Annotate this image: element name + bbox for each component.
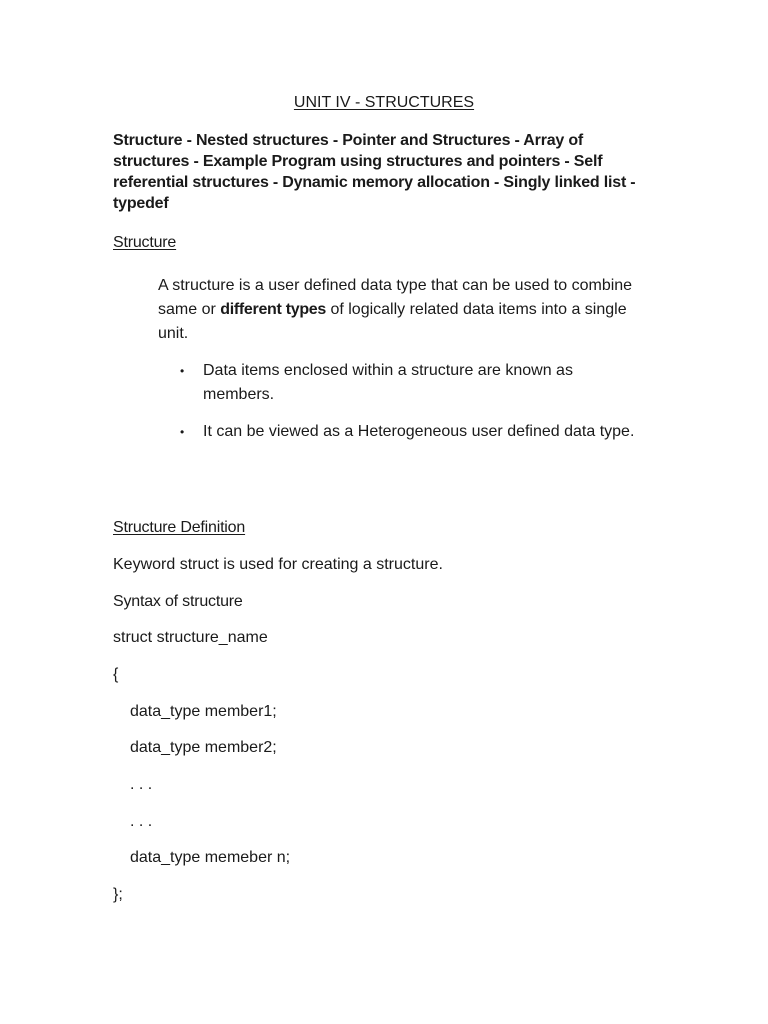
code-line: data_type member2; bbox=[130, 739, 277, 756]
bullet-text: Data items enclosed within a structure are known as members. bbox=[203, 362, 573, 403]
bullet-text: It can be viewed as a Heterogeneous user defined data type. bbox=[203, 423, 635, 440]
code-line: . . . bbox=[130, 776, 153, 793]
code-line: { bbox=[113, 666, 119, 683]
document-title: UNIT IV - STRUCTURES bbox=[293, 94, 475, 111]
code-line: data_type member1; bbox=[130, 703, 277, 720]
code-line: . . . bbox=[130, 813, 153, 830]
bullet-icon: • bbox=[180, 364, 185, 378]
bullet-icon: • bbox=[180, 425, 185, 439]
keyword-description: Keyword struct is used for creating a structure. bbox=[113, 556, 443, 573]
syntax-subheading: Syntax of structure bbox=[113, 593, 243, 610]
code-line: }; bbox=[113, 886, 123, 903]
intro-text-part2: of logically related data items into a single unit. bbox=[158, 301, 627, 342]
structure-intro-paragraph bbox=[158, 274, 658, 346]
unit-overview: Structure - Nested structures - Pointer and Structures - Array of structures - Example Program using structures and pointers - Self referential structures - Dynamic memory allocation - Singly linked list - typedef bbox=[113, 132, 636, 212]
code-line: data_type memeber n; bbox=[130, 849, 291, 866]
section-heading-structure: Structure bbox=[113, 234, 177, 251]
section-heading-structure-definition: Structure Definition bbox=[113, 519, 246, 536]
intro-bold-text: different types bbox=[220, 301, 326, 318]
intro-text-part1: A structure is a user defined data type that can be used to combine same or bbox=[158, 277, 633, 318]
code-line: struct structure_name bbox=[113, 629, 268, 646]
